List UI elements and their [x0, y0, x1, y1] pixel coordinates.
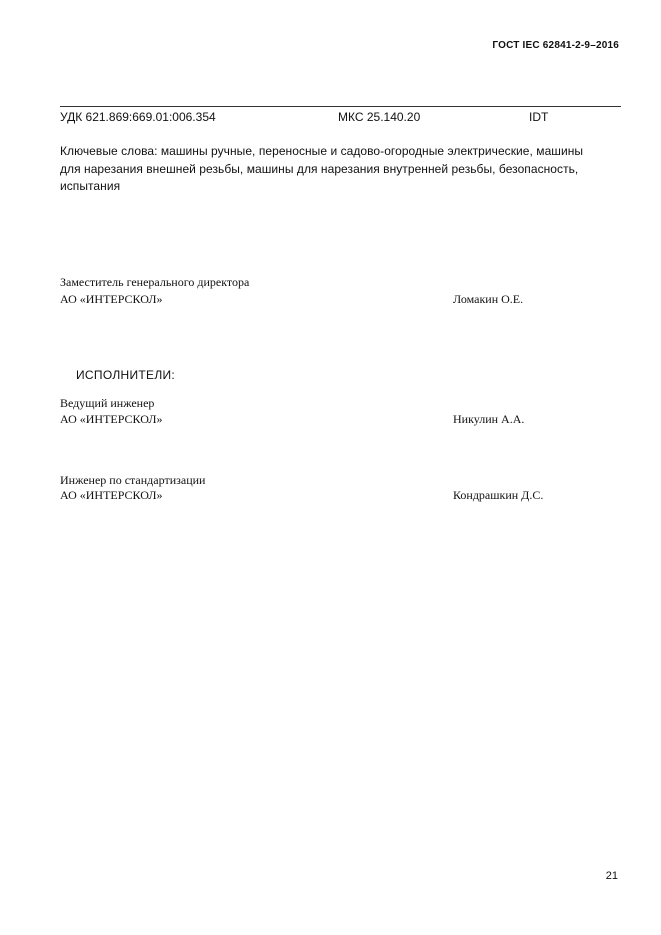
- performer-title: Инженер по стандартизации: [60, 473, 206, 487]
- director-name: Ломакин О.Е.: [453, 292, 524, 306]
- performer-name: Никулин А.А.: [453, 412, 525, 426]
- performers-heading: ИСПОЛНИТЕЛИ:: [76, 368, 176, 382]
- udk-code: УДК 621.869:669.01:006.354: [60, 110, 216, 124]
- idt-code: IDT: [529, 110, 549, 124]
- mks-code: МКС 25.140.20: [338, 110, 421, 124]
- standard-code-header: ГОСТ IEC 62841-2-9–2016: [492, 40, 619, 51]
- header-divider: [60, 106, 621, 107]
- page-number: 21: [605, 870, 618, 882]
- director-organization: АО «ИНТЕРСКОЛ»: [60, 292, 163, 306]
- performer-organization: АО «ИНТЕРСКОЛ»: [60, 488, 163, 502]
- classification-row: [0, 110, 661, 126]
- performer-title: Ведущий инженер: [60, 396, 155, 410]
- keywords-paragraph: Ключевые слова: машины ручные, переносные и садово-огородные электрические, машины для нарезания внешней резьбы, машины для нарезания внутренней резьбы, безопасность, испытания: [60, 144, 584, 193]
- performer-organization: АО «ИНТЕРСКОЛ»: [60, 412, 163, 426]
- performer-name: Кондрашкин Д.С.: [453, 488, 544, 502]
- director-title: Заместитель генерального директора: [60, 275, 250, 289]
